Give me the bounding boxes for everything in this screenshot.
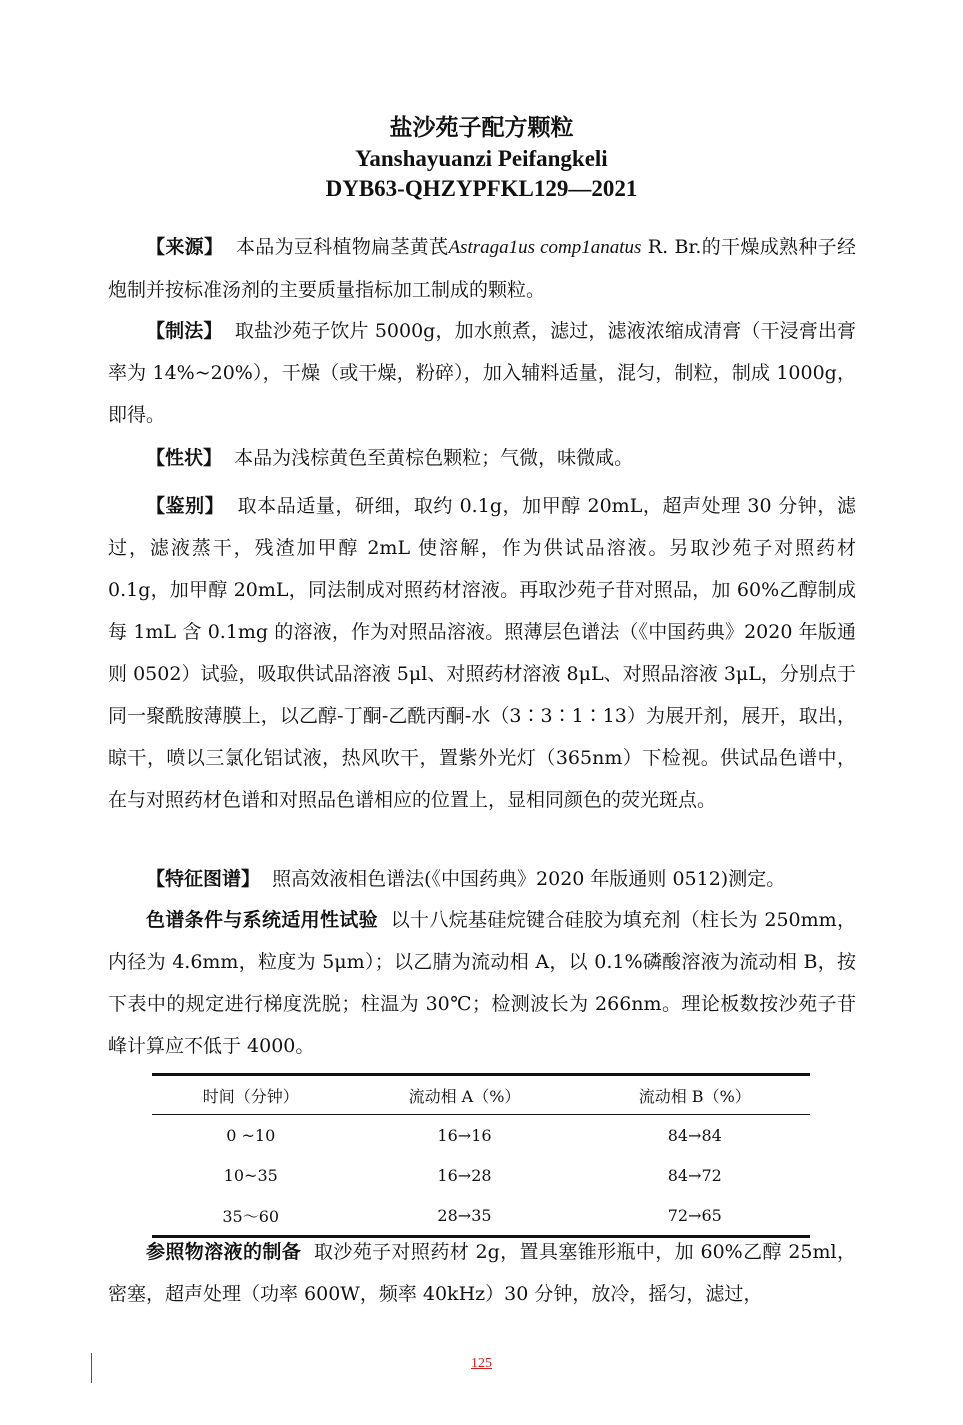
cell-phase-a: 16→16 <box>437 1125 492 1145</box>
gradient-table <box>152 1073 810 1238</box>
cell-phase-b: 72→65 <box>580 1195 810 1237</box>
reference-solution-section <box>108 1231 856 1315</box>
preparation-heading: 【制法】 <box>146 320 223 342</box>
identification-text: 取本品适量，研细，取约 0.1g，加甲醇 20mL，超声处理 30 分钟，滤过，滤液蒸干，残渣加甲醇 2mL 使溶解，作为供试品溶液。另取沙苑子对照药材 0.1g，加甲醇 20mL，同法制成对照药材溶液。再取沙苑子苷对照品，加 60%乙醇制成每 1mL 含 0.1mg 的溶液，作为对照品溶液。照薄层色谱法（《中国药典》2020 年版通则 0502）试验，吸取供试品溶液 5μl、对照药材溶液 8μL、对照品溶液 3μL，分别点于同一聚酰胺薄膜上，以乙醇-丁酮-乙酰丙酮-水（3∶3∶1∶13）为展开剂，展开，取出，晾干，喷以三氯化铝试液，热风吹干，置紫外光灯（365nm）下检视。供试品色谱中，在与对照药材色谱和对照品色谱相应的位置上，显相同颜色的荧光斑点。 <box>108 495 856 811</box>
chromatography-section <box>108 899 856 1067</box>
reference-solution-text: 取沙苑子对照药材 2g，置具塞锥形瓶中，加 60%乙醇 25ml，密塞，超声处理（功率 600W，频率 40kHz）30 分钟，放冷，摇匀，滤过， <box>108 1241 856 1305</box>
fingerprint-section <box>108 858 856 900</box>
source-section <box>108 226 856 311</box>
title-block <box>0 112 963 204</box>
cell-time: 10~35 <box>223 1165 278 1185</box>
title-chinese: 盐沙苑子配方颗粒 <box>389 114 574 141</box>
page-number: 125 <box>471 1356 492 1371</box>
identification-heading: 【鉴别】 <box>146 495 225 517</box>
chromatography-text: 以十八烷基硅烷键合硅胶为填充剂（柱长为 250mm，内径为 4.6mm，粒度为 5μm）；以乙腈为流动相 A，以 0.1%磷酸溶液为流动相 B，按下表中的规定进行梯度洗脱；柱温为 30℃；检测波长为 266nm。理论板数按沙苑子苷峰计算应不低于 4000。 <box>108 909 856 1057</box>
identification-section <box>108 485 856 821</box>
fingerprint-text: 照高效液相色谱法(《中国药典》2020 年版通则 0512)测定。 <box>272 868 786 890</box>
fingerprint-heading: 【特征图谱】 <box>146 868 261 890</box>
source-heading: 【来源】 <box>146 236 224 258</box>
preparation-text: 取盐沙苑子饮片 5000g，加水煎煮，滤过，滤液浓缩成清膏（干浸膏出膏率为 14%~20%），干燥（或干燥，粉碎），加入辅料适量，混匀，制粒，制成 1000g，即得。 <box>108 320 856 426</box>
header-time: 时间（分钟） <box>152 1075 349 1115</box>
cell-time: 35～60 <box>152 1195 349 1237</box>
header-phase-a: 流动相 A（%） <box>349 1075 579 1115</box>
description-heading: 【性状】 <box>146 447 223 469</box>
gradient-table-header <box>152 1075 810 1115</box>
table-row <box>152 1155 810 1195</box>
header-phase-b: 流动相 B（%） <box>580 1075 810 1115</box>
title-pinyin: Yanshayuanzi Peifangkeli <box>355 146 608 171</box>
table-row <box>152 1115 810 1156</box>
cell-phase-b: 84→72 <box>667 1165 722 1185</box>
source-text-a: 本品为豆科植物扁茎黄芪 <box>235 236 449 258</box>
preparation-section <box>108 310 856 436</box>
source-text-b: R. Br.的干燥成熟种子经炮制并按标准汤剂的主要质量指标加工制成的颗粒。 <box>108 236 856 301</box>
description-text: 本品为浅棕黄色至黄棕色颗粒；气微，味微咸。 <box>234 447 634 469</box>
cell-phase-b: 84→84 <box>667 1125 722 1145</box>
latin-name: Astraga1us comp1anatus <box>448 237 642 258</box>
cell-time: 0 ~10 <box>226 1125 276 1145</box>
cell-phase-a: 28→35 <box>349 1195 579 1237</box>
chromatography-heading: 色谱条件与系统适用性试验 <box>146 909 378 931</box>
description-section <box>108 437 856 479</box>
cell-phase-a: 16→28 <box>437 1165 492 1185</box>
reference-solution-heading: 参照物溶液的制备 <box>146 1241 302 1263</box>
standard-code: DYB63-QHZYPFKL129—2021 <box>325 176 638 201</box>
